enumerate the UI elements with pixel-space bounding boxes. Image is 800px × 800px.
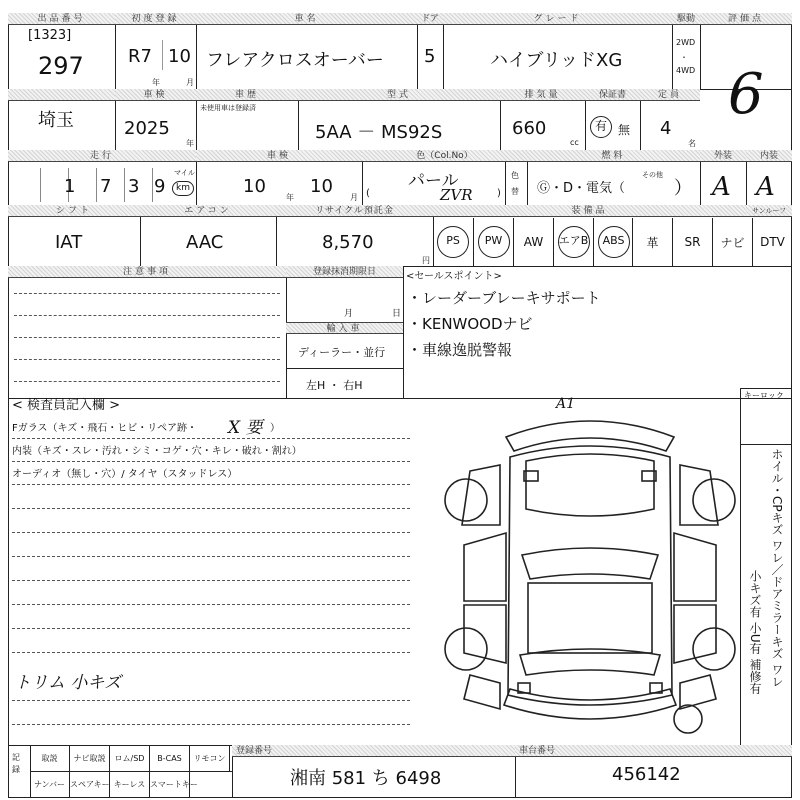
option-checkbox: ロム/SD (110, 746, 150, 772)
inspection-year: 2025 (124, 118, 170, 139)
equipment-label: ABS (598, 226, 630, 258)
inspector-fglass-close: ） (270, 423, 280, 434)
chassis-number: 456142 (612, 764, 681, 785)
header-mileage: 走行 (8, 150, 196, 162)
inspector-title: < 検査員記入欄 > (12, 398, 121, 413)
history-note: 未使用車は登録済 (200, 104, 256, 112)
option-checkbox: スペアキー (70, 772, 110, 798)
equipment-label: エアB (558, 226, 590, 258)
mileage-digit-4: 9 (154, 176, 166, 197)
option-checkbox: キーレス (110, 772, 150, 798)
mileage-km-label: km (172, 181, 194, 196)
exterior-grade: A (712, 172, 731, 202)
mileage-mile-label: マイル (174, 169, 195, 177)
equipment-label: ナビ (720, 235, 745, 250)
header-first-registration: 初度登録 (115, 13, 196, 25)
header-aircon: エアコン (140, 205, 276, 217)
first-reg-month: 10 (168, 46, 191, 67)
header-interior: 内装 (746, 150, 792, 162)
equipment-label: AW (523, 235, 544, 249)
header-displacement: 排気量 (500, 89, 585, 101)
color-code: ZVR (440, 186, 473, 204)
equipment-item (672, 218, 712, 266)
warranty-yes: 有 (590, 116, 612, 138)
plate-number: 湘南 581 ち 6498 (290, 768, 442, 789)
color-open-paren: ( (366, 188, 370, 199)
equipment-item (473, 218, 513, 266)
equipment-item (712, 218, 752, 266)
header-drive: 駆動 (672, 13, 700, 25)
damage-mark-a1: A1 (556, 396, 576, 412)
displacement: 660 (512, 118, 547, 139)
model-code: 5AA － MS92S (315, 122, 443, 143)
mileage-digit-3: 3 (128, 176, 140, 197)
car-diagram (440, 405, 740, 740)
drive-2wd: 2WD (676, 38, 696, 47)
color-close-paren: ) (497, 188, 501, 199)
header-notes: 注意事項 (8, 266, 286, 278)
selling-points-title: <セールスポイント> (406, 271, 502, 282)
header-capacity: 定員 (640, 89, 700, 101)
selling-point-2: ・KENWOODナビ (407, 315, 533, 333)
footer-record-label: 記録 (12, 753, 20, 774)
equipment-label: PS (437, 226, 469, 258)
inspection-date-year-unit: 年 (286, 193, 294, 202)
handle-side: 左H ・ 右H (306, 379, 363, 392)
header-equipment: 装備品 (433, 205, 746, 217)
inspector-fglass-mark: X 要 (228, 418, 263, 438)
header-grade: グレード (443, 13, 672, 25)
inspector-fglass: Fガラス（キズ・飛石・ヒビ・リペア跡・ (12, 423, 198, 434)
inspection-year-unit: 年 (186, 139, 194, 148)
header-plate: 登録番号 (232, 745, 515, 757)
inspector-audio-tire: オーディオ（無し・穴）/ タイヤ（スタッドレス） (12, 469, 238, 480)
grade: ハイブリッドXG (490, 50, 623, 71)
header-inspection: 車検 (115, 89, 196, 101)
option-checkbox: ナビ取説 (70, 746, 110, 772)
selling-point-1: ・レーダーブレーキサポート (407, 289, 601, 307)
first-reg-year-unit: 年 (152, 78, 160, 87)
inspection-date-month: 10 (310, 176, 333, 197)
drive-separator: ・ (680, 53, 688, 62)
option-checkbox: リモコン (190, 746, 230, 772)
header-inspection-date: 車検 (196, 150, 362, 162)
equipment-label: DTV (760, 235, 785, 249)
deadline-month: 月 (344, 309, 354, 319)
header-color: 色（Col.No） (362, 150, 527, 162)
side-note-wheel-mirror: ホイル・CPキズ ワレ／ドアミラーキズ ワレ (770, 448, 784, 688)
side-note-damage-legend: 小キズ有 小U有 補修有 (748, 570, 762, 695)
header-score: 評価点 (700, 13, 792, 25)
header-import-car: 輸入車 (286, 322, 403, 334)
displacement-unit: cc (570, 138, 579, 147)
header-fuel: 燃料 (527, 150, 700, 162)
header-reg-deadline: 登録抹消期限日 (286, 266, 403, 278)
recycle-fee: 8,570 (322, 232, 374, 253)
first-reg-era: R7 (128, 46, 152, 67)
import-type: ディーラー・並行 (298, 346, 386, 359)
fuel-close-paren: ） (674, 178, 692, 199)
capacity-unit: 名 (688, 139, 696, 148)
car-name: フレアクロスオーバー (206, 50, 384, 71)
selling-point-3: ・車線逸脱警報 (407, 341, 513, 359)
lot-code: [1323] (28, 28, 72, 43)
capacity: 4 (660, 118, 672, 139)
header-car-name: 車名 (196, 13, 417, 25)
header-model: 型式 (298, 89, 500, 101)
first-reg-month-unit: 月 (186, 78, 194, 87)
equipment-item (513, 218, 553, 266)
key-lock-label: キーロック (744, 391, 784, 400)
location: 埼玉 (38, 110, 74, 131)
interior-grade: A (756, 172, 775, 202)
equipment-item (593, 218, 633, 266)
header-sunroof: サンルーフ (746, 205, 792, 217)
door-count: 5 (424, 46, 436, 67)
fuel-other-label: その他 (642, 171, 663, 179)
equipment-item (752, 218, 792, 266)
drive-4wd: 4WD (676, 66, 696, 75)
inspector-interior: 内装（キズ・スレ・汚れ・シミ・コゲ・穴・キレ・破れ・割れ） (12, 446, 302, 457)
header-door: ドア (417, 13, 443, 25)
header-shift: シフト (8, 205, 140, 217)
handwritten-trim-note: トリム 小キズ (14, 673, 122, 693)
header-chassis: 車台番号 (515, 745, 792, 757)
color-name: パール (408, 171, 459, 191)
equipment-label: PW (478, 226, 510, 258)
shift: IAT (55, 232, 83, 253)
header-exhibit-number: 出品番号 (8, 13, 115, 25)
fuel-options: Ⓖ・D・電気（ (537, 181, 626, 196)
inspection-date-month-unit: 月 (350, 193, 358, 202)
warranty-no: 無 (618, 123, 631, 137)
equipment-item (553, 218, 593, 266)
header-warranty: 保証書 (585, 89, 640, 101)
header-location (8, 89, 115, 101)
header-exterior: 外装 (700, 150, 746, 162)
deadline-day: 日 (392, 309, 402, 319)
mileage-digit-2: 7 (100, 176, 112, 197)
aircon: AAC (186, 232, 224, 253)
recycle-fee-unit: 円 (422, 256, 430, 265)
option-checkbox: スマートキー (150, 772, 190, 798)
score-value: 6 (728, 62, 764, 127)
option-checkbox: ナンバー (30, 772, 70, 798)
equipment-label: SR (684, 235, 701, 249)
inspection-date-year: 10 (243, 176, 266, 197)
mileage-digit-1: 1 (64, 176, 76, 197)
color-change-label: 色替 (511, 171, 519, 196)
option-checkbox: 取説 (30, 746, 70, 772)
header-history: 車歴 (196, 89, 298, 101)
equipment-item (632, 218, 672, 266)
equipment-item (433, 218, 473, 266)
option-checkbox: B-CAS (150, 746, 190, 772)
lot-number: 297 (38, 52, 84, 80)
header-recycle: リサイクル預託金 (276, 205, 433, 217)
equipment-label: 革 (646, 235, 659, 250)
